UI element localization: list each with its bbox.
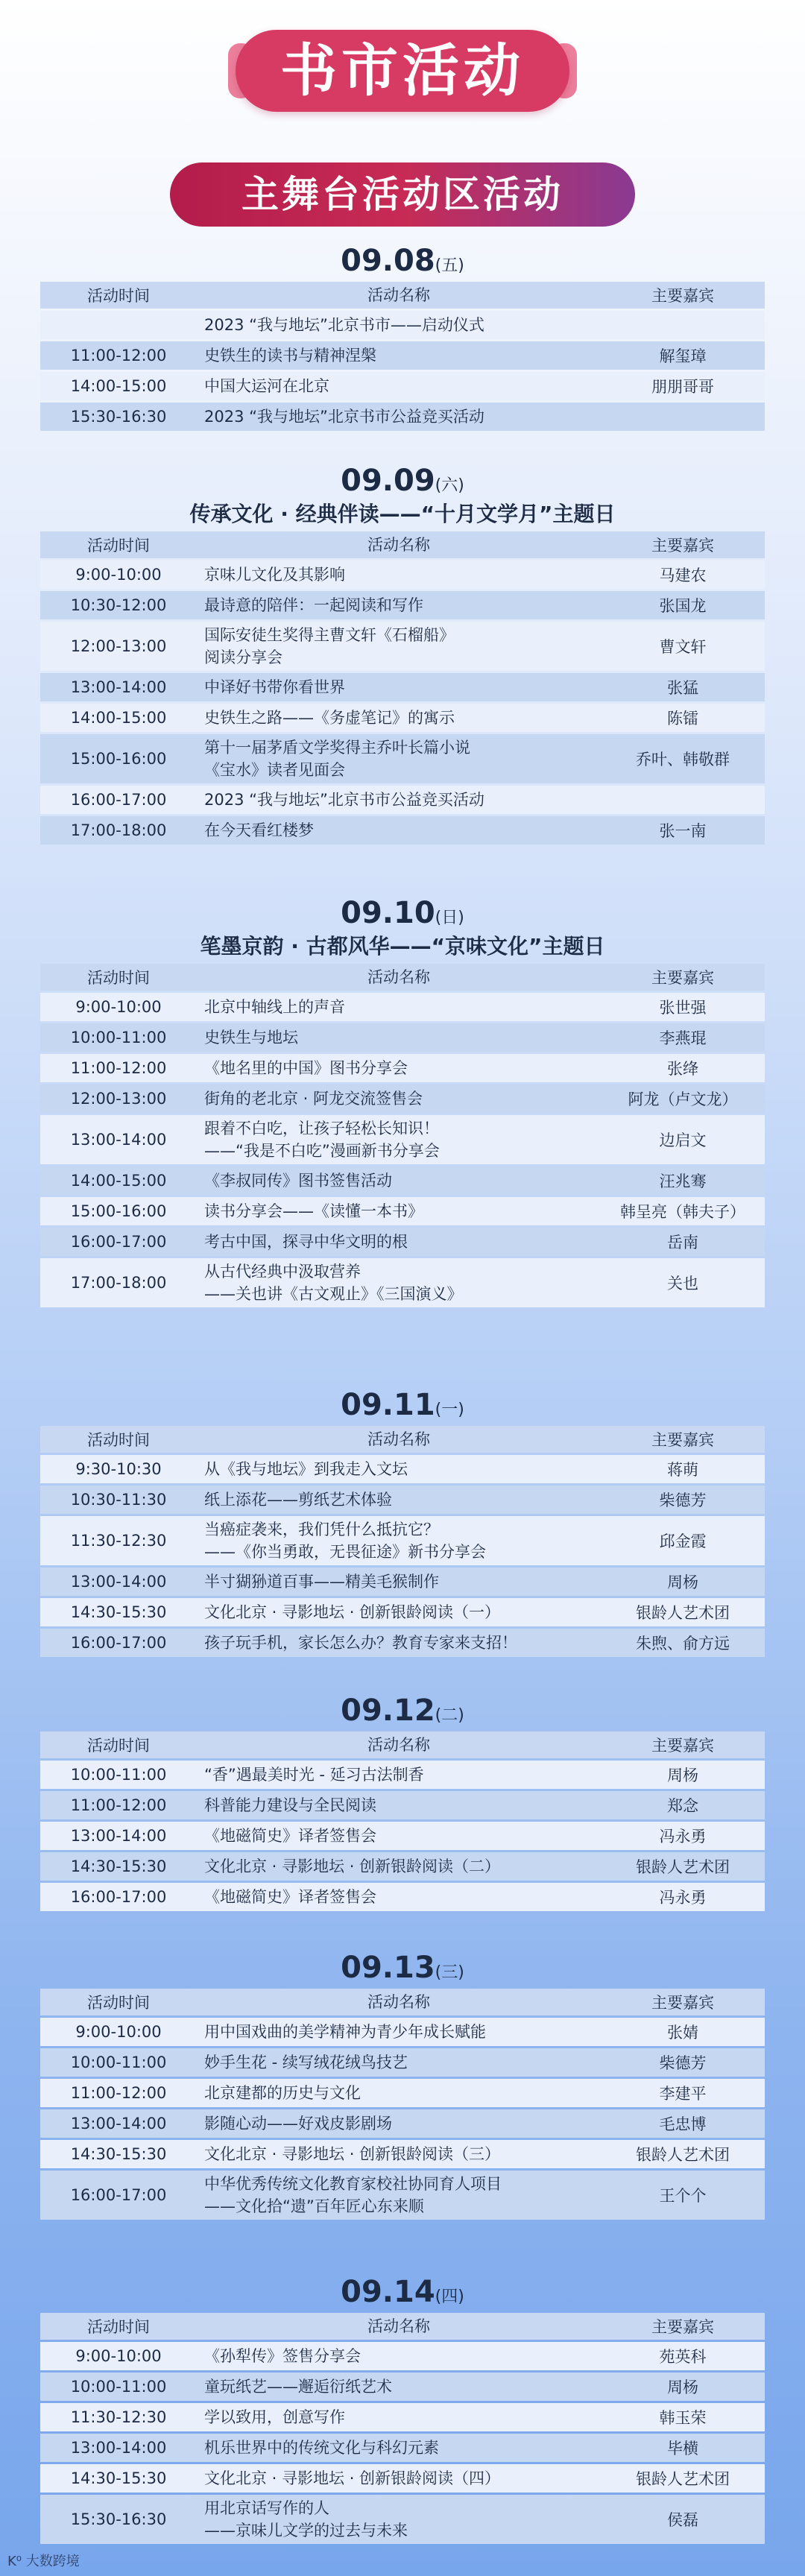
activity-line: 史铁生之路——《务虚笔记》的寓示 — [204, 709, 455, 727]
cell-activity — [197, 1486, 601, 1514]
activity-line: 妙手生花 - 续写绒花绒鸟技艺 — [204, 2053, 408, 2071]
activity-line: 阅读分享会 — [204, 648, 282, 666]
cell-guest — [601, 402, 765, 431]
cell-activity — [197, 341, 601, 370]
table-row — [40, 2495, 765, 2544]
column-header-name: 活动名称 — [197, 282, 601, 309]
date-text: 09.12 — [341, 1693, 435, 1728]
table-row — [40, 561, 765, 589]
table-row — [40, 1115, 765, 1164]
activity-line: “香”遇最美时光 - 延习古法制香 — [204, 1766, 424, 1784]
cell-guest: 毕横 — [601, 2434, 765, 2462]
weekday-text: (日) — [435, 909, 464, 927]
cell-time: 14:30-15:30 — [40, 1852, 197, 1881]
table-row — [40, 2140, 765, 2168]
weekday-text: (三) — [435, 1963, 464, 1982]
cell-time: 13:00-14:00 — [40, 673, 197, 701]
activity-line: 文化北京 · 寻影地坛 · 创新银龄阅读（一） — [204, 1603, 501, 1621]
day-card — [28, 242, 777, 433]
cell-activity — [197, 622, 601, 671]
activity-line: 《地磁简史》译者签售会 — [204, 1827, 376, 1845]
schedule-table — [40, 1424, 765, 1659]
activity-line: 学以致用，创意写作 — [204, 2408, 345, 2426]
column-header-guest: 主要嘉宾 — [601, 282, 765, 309]
activity-line: 史铁生与地坛 — [204, 1029, 298, 1046]
cell-time: 11:00-12:00 — [40, 1054, 197, 1082]
column-header-time: 活动时间 — [40, 1731, 197, 1758]
cell-guest: 张国龙 — [601, 591, 765, 619]
table-row — [40, 341, 765, 370]
cell-time: 13:00-14:00 — [40, 1568, 197, 1596]
column-header-time: 活动时间 — [40, 964, 197, 991]
day-date — [28, 462, 777, 499]
activity-line: 从古代经典中汲取营养 — [204, 1263, 361, 1281]
cell-guest: 郑念 — [601, 1791, 765, 1819]
table-row — [40, 2171, 765, 2220]
cell-guest: 乔叶、韩敬群 — [601, 734, 765, 783]
cell-activity — [197, 1455, 601, 1483]
activity-line: 从《我与地坛》到我走入文坛 — [204, 1460, 408, 1478]
cell-time: 10:00-11:00 — [40, 1023, 197, 1052]
activity-line: 中译好书带你看世界 — [204, 678, 345, 696]
column-header-name: 活动名称 — [197, 1989, 601, 2015]
activity-line: 《地名里的中国》图书分享会 — [204, 1059, 408, 1077]
cell-time: 16:00-17:00 — [40, 2171, 197, 2220]
table-row — [40, 1023, 765, 1052]
cell-activity — [197, 2109, 601, 2138]
weekday-text: (二) — [435, 1706, 464, 1725]
cell-activity — [197, 2048, 601, 2077]
table-row — [40, 1629, 765, 1657]
table-header-row — [40, 1731, 765, 1758]
cell-time: 11:30-12:30 — [40, 2403, 197, 2431]
column-header-name: 活动名称 — [197, 2313, 601, 2340]
column-header-guest: 主要嘉宾 — [601, 964, 765, 991]
table-header-row — [40, 1426, 765, 1453]
table-row — [40, 2048, 765, 2077]
table-row — [40, 1852, 765, 1881]
cell-activity — [197, 1852, 601, 1881]
cell-activity — [197, 591, 601, 619]
day-card — [28, 894, 777, 1310]
cell-time: 14:00-15:00 — [40, 372, 197, 400]
date-text: 09.13 — [341, 1951, 435, 1985]
weekday-text: (六) — [435, 476, 464, 495]
day-card — [28, 1386, 777, 1659]
cell-guest: 苑英科 — [601, 2342, 765, 2370]
cell-guest: 张婧 — [601, 2018, 765, 2046]
cell-activity — [197, 1023, 601, 1052]
cell-guest: 周杨 — [601, 1761, 765, 1789]
cell-activity — [197, 1115, 601, 1164]
cell-activity — [197, 1883, 601, 1911]
cell-guest: 张一南 — [601, 816, 765, 845]
cell-activity — [197, 1054, 601, 1082]
cell-activity — [197, 1258, 601, 1307]
table-header-row — [40, 964, 765, 991]
table-row — [40, 786, 765, 814]
cell-time: 16:00-17:00 — [40, 1228, 197, 1256]
column-header-name: 活动名称 — [197, 1426, 601, 1453]
cell-guest: 王个个 — [601, 2171, 765, 2220]
cell-time: 15:30-16:30 — [40, 2495, 197, 2544]
cell-time: 15:00-16:00 — [40, 1197, 197, 1225]
day-date — [28, 1386, 777, 1424]
cell-guest: 韩玉荣 — [601, 2403, 765, 2431]
day-date — [28, 1692, 777, 1729]
table-row — [40, 1455, 765, 1483]
cell-activity — [197, 2434, 601, 2462]
cell-guest: 邱金霞 — [601, 1516, 765, 1565]
weekday-text: (四) — [435, 2288, 464, 2306]
column-header-time: 活动时间 — [40, 1989, 197, 2015]
activity-line: 最诗意的陪伴：一起阅读和写作 — [204, 596, 423, 614]
cell-time: 14:00-15:00 — [40, 704, 197, 732]
activity-line: 街角的老北京 · 阿龙交流签售会 — [204, 1090, 423, 1108]
cell-activity — [197, 2140, 601, 2168]
schedule-table — [40, 962, 765, 1310]
day-card — [28, 1692, 777, 1913]
cell-time: 15:30-16:30 — [40, 402, 197, 431]
cell-time: 16:00-17:00 — [40, 786, 197, 814]
activity-line: 《孙犁传》签售分享会 — [204, 2347, 361, 2365]
cell-activity — [197, 2342, 601, 2370]
activity-line: 北京中轴线上的声音 — [204, 998, 345, 1016]
activity-line: 《地磁简史》译者签售会 — [204, 1888, 376, 1906]
cell-time: 15:00-16:00 — [40, 734, 197, 783]
table-row — [40, 591, 765, 619]
cell-time: 13:00-14:00 — [40, 2434, 197, 2462]
table-row — [40, 2434, 765, 2462]
section-title: 主舞台活动区活动 — [170, 162, 635, 227]
activity-line: ——关也讲《古文观止》《三国演义》 — [204, 1285, 463, 1303]
cell-guest — [601, 311, 765, 339]
day-date — [28, 242, 777, 280]
day-date — [28, 894, 777, 932]
cell-activity — [197, 2403, 601, 2431]
cell-activity — [197, 1167, 601, 1195]
cell-guest: 李建平 — [601, 2079, 765, 2107]
table-row — [40, 1258, 765, 1307]
table-row — [40, 1486, 765, 1514]
cell-guest: 冯永勇 — [601, 1883, 765, 1911]
column-header-guest: 主要嘉宾 — [601, 2313, 765, 2340]
cell-time: 10:00-11:00 — [40, 2373, 197, 2401]
cell-time: 11:30-12:30 — [40, 1516, 197, 1565]
activity-line: 用北京话写作的人 — [204, 2499, 329, 2517]
cell-guest: 银龄人艺术团 — [601, 2464, 765, 2493]
activity-line: 史铁生的读书与精神涅槃 — [204, 347, 376, 364]
cell-time: 11:00-12:00 — [40, 341, 197, 370]
activity-line: 《李叔同传》图书签售活动 — [204, 1172, 392, 1190]
cell-time: 14:30-15:30 — [40, 1598, 197, 1626]
activity-line: 纸上添花——剪纸艺术体验 — [204, 1491, 392, 1509]
activity-line: 中国大运河在北京 — [204, 377, 329, 395]
schedule-table — [40, 1729, 765, 1913]
column-header-name: 活动名称 — [197, 964, 601, 991]
table-header-row — [40, 282, 765, 309]
column-header-time: 活动时间 — [40, 531, 197, 558]
cell-guest: 银龄人艺术团 — [601, 1598, 765, 1626]
cell-time: 17:00-18:00 — [40, 816, 197, 845]
table-row — [40, 622, 765, 671]
weekday-text: (一) — [435, 1401, 464, 1419]
schedule-table — [40, 2311, 765, 2546]
cell-activity — [197, 1085, 601, 1113]
cell-activity — [197, 2018, 601, 2046]
cell-time: 14:00-15:00 — [40, 1167, 197, 1195]
cell-guest: 银龄人艺术团 — [601, 2140, 765, 2168]
cell-activity — [197, 1598, 601, 1626]
cell-guest: 蒋萌 — [601, 1455, 765, 1483]
schedule-table — [40, 1986, 765, 2222]
table-header-row — [40, 2313, 765, 2340]
table-header-row — [40, 531, 765, 558]
table-header-row — [40, 1989, 765, 2015]
cell-activity — [197, 1197, 601, 1225]
cell-time: 10:00-11:00 — [40, 2048, 197, 2077]
activity-line: 2023 “我与地坛”北京书市——启动仪式 — [204, 316, 484, 334]
activity-line: 科普能力建设与全民阅读 — [204, 1796, 376, 1814]
cell-guest: 岳南 — [601, 1228, 765, 1256]
schedule-table — [40, 529, 765, 847]
cell-guest — [601, 786, 765, 814]
cell-time: 10:30-12:00 — [40, 591, 197, 619]
activity-line: 文化北京 · 寻影地坛 · 创新银龄阅读（三） — [204, 2145, 501, 2163]
cell-time: 13:00-14:00 — [40, 1115, 197, 1164]
cell-activity — [197, 311, 601, 339]
cell-time: 9:00-10:00 — [40, 561, 197, 589]
page-title-wrap — [0, 30, 805, 119]
cell-guest: 柴德芳 — [601, 2048, 765, 2077]
table-row — [40, 2464, 765, 2493]
cell-time: 10:00-11:00 — [40, 1761, 197, 1789]
cell-time: 11:00-12:00 — [40, 1791, 197, 1819]
day-card — [28, 1949, 777, 2222]
cell-activity — [197, 704, 601, 732]
cell-guest: 毛忠博 — [601, 2109, 765, 2138]
activity-line: 半寸猢狲道百事——精美毛猴制作 — [204, 1573, 439, 1591]
cell-time: 10:30-11:30 — [40, 1486, 197, 1514]
cell-guest: 张猛 — [601, 673, 765, 701]
cell-guest: 侯磊 — [601, 2495, 765, 2544]
table-row — [40, 2373, 765, 2401]
day-card — [28, 462, 777, 847]
cell-activity — [197, 2171, 601, 2220]
table-row — [40, 1516, 765, 1565]
table-row — [40, 993, 765, 1021]
cell-time: 11:00-12:00 — [40, 2079, 197, 2107]
schedule-table — [40, 280, 765, 433]
cell-guest: 朋朋哥哥 — [601, 372, 765, 400]
cell-guest: 柴德芳 — [601, 1486, 765, 1514]
activity-line: 跟着不白吃，让孩子轻松长知识！ — [204, 1120, 439, 1137]
cell-guest: 张世强 — [601, 993, 765, 1021]
cell-time: 14:30-15:30 — [40, 2464, 197, 2493]
column-header-guest: 主要嘉宾 — [601, 1731, 765, 1758]
activity-line: 《宝水》读者见面会 — [204, 761, 345, 779]
table-row — [40, 372, 765, 400]
column-header-time: 活动时间 — [40, 2313, 197, 2340]
activity-line: 考古中国，探寻中华文明的根 — [204, 1233, 408, 1251]
table-row — [40, 2403, 765, 2431]
cell-guest: 马建农 — [601, 561, 765, 589]
column-header-name: 活动名称 — [197, 531, 601, 558]
cell-guest: 陈镭 — [601, 704, 765, 732]
cell-guest: 李燕琨 — [601, 1023, 765, 1052]
cell-activity — [197, 2495, 601, 2544]
table-row — [40, 734, 765, 783]
table-row — [40, 1883, 765, 1911]
table-row — [40, 1197, 765, 1225]
cell-time: 16:00-17:00 — [40, 1883, 197, 1911]
date-text: 09.10 — [341, 896, 435, 930]
activity-line: ——“我是不白吃”漫画新书分享会 — [204, 1142, 440, 1160]
date-text: 09.08 — [341, 244, 435, 278]
cell-activity — [197, 1761, 601, 1789]
cell-activity — [197, 402, 601, 431]
date-text: 09.11 — [341, 1388, 435, 1422]
column-header-guest: 主要嘉宾 — [601, 531, 765, 558]
table-row — [40, 1228, 765, 1256]
table-row — [40, 2079, 765, 2107]
day-card — [28, 2273, 777, 2546]
activity-line: 中华优秀传统文化教育家校社协同育人项目 — [204, 2175, 502, 2193]
table-row — [40, 1791, 765, 1819]
activity-line: 机乐世界中的传统文化与科幻元素 — [204, 2439, 439, 2457]
day-theme: 传承文化 · 经典伴读——“十月文学月”主题日 — [189, 502, 616, 526]
cell-guest: 周杨 — [601, 1568, 765, 1596]
table-row — [40, 1568, 765, 1596]
cell-time: 9:30-10:30 — [40, 1455, 197, 1483]
cell-activity — [197, 1228, 601, 1256]
column-header-time: 活动时间 — [40, 1426, 197, 1453]
table-row — [40, 402, 765, 431]
cell-activity — [197, 2464, 601, 2493]
cell-time: 17:00-18:00 — [40, 1258, 197, 1307]
activity-line: 第十一届茅盾文学奖得主乔叶长篇小说 — [204, 739, 470, 757]
cell-activity — [197, 1791, 601, 1819]
table-row — [40, 311, 765, 339]
activity-line: 文化北京 · 寻影地坛 · 创新银龄阅读（二） — [204, 1857, 501, 1875]
date-text: 09.09 — [341, 464, 435, 498]
table-row — [40, 1761, 765, 1789]
column-header-guest: 主要嘉宾 — [601, 1989, 765, 2015]
activity-line: 读书分享会——《读懂一本书》 — [204, 1202, 423, 1220]
day-theme: 笔墨京韵 · 古都风华——“京味文化”主题日 — [200, 934, 605, 959]
activity-line: 影随心动——好戏皮影剧场 — [204, 2115, 392, 2133]
cell-guest: 阿龙（卢文龙） — [601, 1085, 765, 1113]
cell-time — [40, 311, 197, 339]
table-row — [40, 673, 765, 701]
activity-line: ——京味儿文学的过去与未来 — [204, 2522, 408, 2539]
cell-activity — [197, 734, 601, 783]
table-row — [40, 816, 765, 845]
activity-line: 童玩纸艺——邂逅衍纸艺术 — [204, 2378, 392, 2396]
table-row — [40, 2018, 765, 2046]
activity-line: ——文化拾“遗”百年匠心东来顺 — [204, 2197, 424, 2215]
cell-activity — [197, 993, 601, 1021]
activity-line: 文化北京 · 寻影地坛 · 创新银龄阅读（四） — [204, 2469, 501, 2487]
table-row — [40, 1598, 765, 1626]
cell-activity — [197, 673, 601, 701]
cell-time: 9:00-10:00 — [40, 993, 197, 1021]
cell-time: 12:00-13:00 — [40, 1085, 197, 1113]
cell-guest: 汪兆骞 — [601, 1167, 765, 1195]
cell-guest: 周杨 — [601, 2373, 765, 2401]
table-row — [40, 1822, 765, 1850]
watermark-logo: K⁰ 大数跨境 — [7, 2554, 80, 2569]
cell-activity — [197, 2373, 601, 2401]
cell-activity — [197, 372, 601, 400]
activity-line: 用中国戏曲的美学精神为青少年成长赋能 — [204, 2023, 486, 2041]
cell-time: 9:00-10:00 — [40, 2342, 197, 2370]
cell-time: 14:30-15:30 — [40, 2140, 197, 2168]
activity-line: 国际安徒生奖得主曹文轩《石榴船》 — [204, 626, 455, 644]
cell-activity — [197, 2079, 601, 2107]
activity-line: 在今天看红楼梦 — [204, 821, 314, 839]
cell-guest: 张绛 — [601, 1054, 765, 1082]
cell-guest: 关也 — [601, 1258, 765, 1307]
cell-activity — [197, 1822, 601, 1850]
activity-line: 孩子玩手机，家长怎么办？教育专家来支招！ — [204, 1634, 517, 1652]
cell-guest: 解玺璋 — [601, 341, 765, 370]
cell-time: 13:00-14:00 — [40, 1822, 197, 1850]
cell-time: 12:00-13:00 — [40, 622, 197, 671]
table-row — [40, 1054, 765, 1082]
cell-time: 13:00-14:00 — [40, 2109, 197, 2138]
cell-activity — [197, 1629, 601, 1657]
cell-activity — [197, 1516, 601, 1565]
column-header-name: 活动名称 — [197, 1731, 601, 1758]
cell-activity — [197, 786, 601, 814]
cell-guest: 曹文轩 — [601, 622, 765, 671]
column-header-time: 活动时间 — [40, 282, 197, 309]
day-date — [28, 1949, 777, 1986]
cell-guest: 朱煦、俞方远 — [601, 1629, 765, 1657]
activity-line: 北京建都的历史与文化 — [204, 2084, 361, 2102]
table-row — [40, 2342, 765, 2370]
day-date — [28, 2273, 777, 2311]
activity-line: 2023 “我与地坛”北京书市公益竞买活动 — [204, 791, 484, 809]
cell-guest: 银龄人艺术团 — [601, 1852, 765, 1881]
activity-line: 2023 “我与地坛”北京书市公益竞买活动 — [204, 408, 484, 426]
cell-time: 16:00-17:00 — [40, 1629, 197, 1657]
weekday-text: (五) — [435, 256, 464, 275]
cell-activity — [197, 1568, 601, 1596]
table-row — [40, 704, 765, 732]
column-header-guest: 主要嘉宾 — [601, 1426, 765, 1453]
date-text: 09.14 — [341, 2275, 435, 2309]
page-title: 书市活动 — [236, 30, 569, 112]
cell-activity — [197, 561, 601, 589]
table-row — [40, 1167, 765, 1195]
cell-guest: 韩呈亮（韩夫子） — [601, 1197, 765, 1225]
table-row — [40, 2109, 765, 2138]
table-row — [40, 1085, 765, 1113]
cell-guest: 冯永勇 — [601, 1822, 765, 1850]
cell-guest: 边启文 — [601, 1115, 765, 1164]
cell-activity — [197, 816, 601, 845]
cell-time: 9:00-10:00 — [40, 2018, 197, 2046]
activity-line: ——《你当勇敢，无畏征途》新书分享会 — [204, 1543, 486, 1561]
activity-line: 当癌症袭来，我们凭什么抵抗它？ — [204, 1521, 439, 1538]
activity-line: 京味儿文化及其影响 — [204, 566, 345, 584]
